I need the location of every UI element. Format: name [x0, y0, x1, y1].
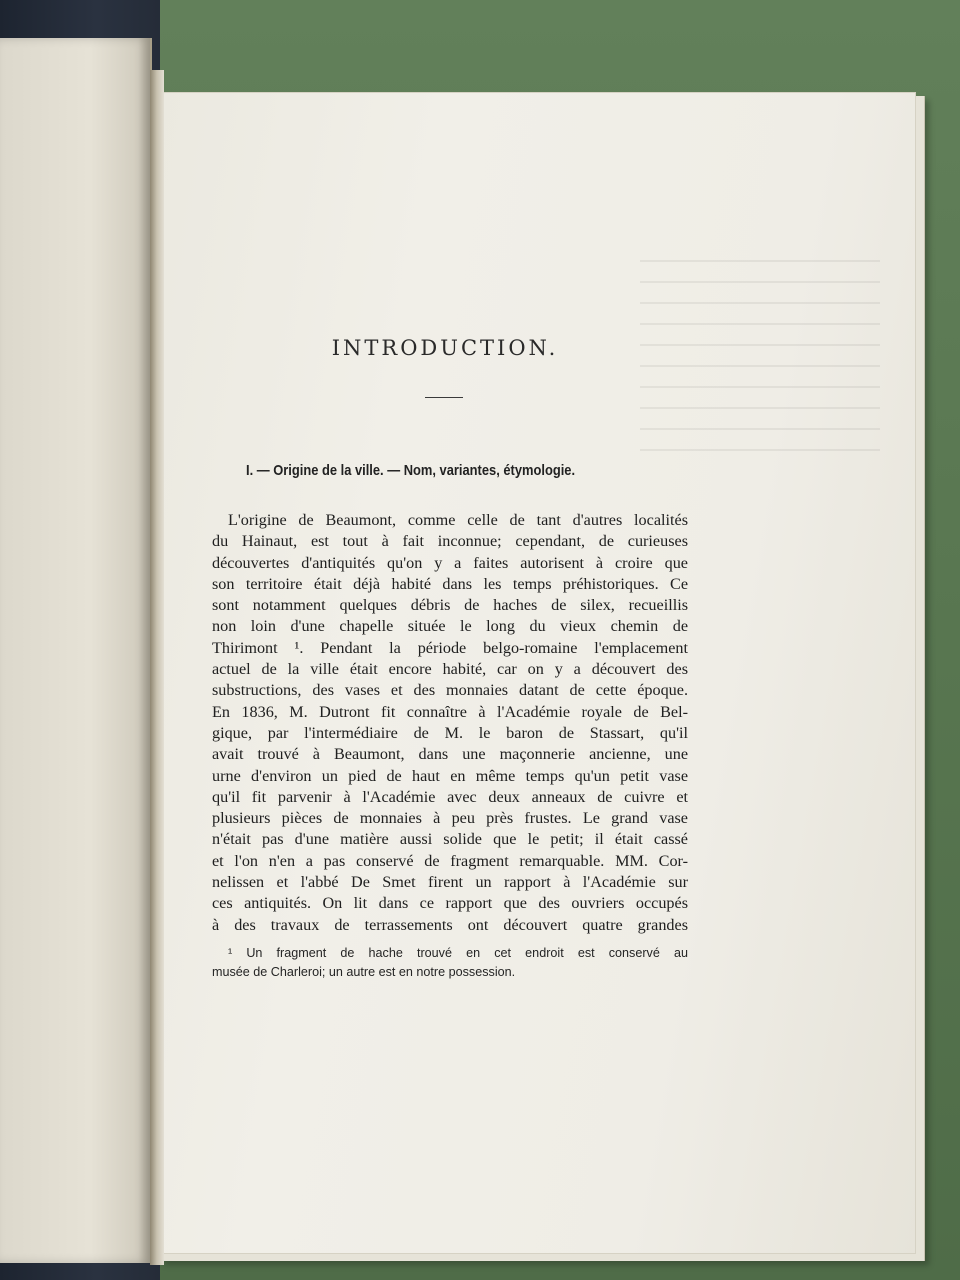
body-line: sont notamment quelques débris de haches de silex, recueillis: [212, 596, 688, 615]
title-rule: [425, 397, 463, 398]
body-line: avait trouvé à Beaumont, dans une maçonnerie ancienne, une: [212, 745, 688, 764]
body-line: qu'il fit parvenir à l'Académie avec deux anneaux de cuivre et: [212, 787, 688, 806]
body-line: à des travaux de terrassements ont découvert quatre grandes: [212, 915, 688, 934]
body-line: son territoire était déjà habité dans les temps préhistoriques. Ce: [212, 574, 688, 593]
body-line: nelissen et l'abbé De Smet firent un rapport à l'Académie sur: [212, 873, 688, 892]
body-line: L'origine de Beaumont, comme celle de tant d'autres localités: [228, 511, 688, 529]
book-gutter: [150, 70, 164, 1265]
body-line: Thirimont ¹. Pendant la période belgo-romaine l'emplacement: [212, 638, 688, 657]
body-line: découvertes d'antiquités qu'on y a faites autorisent à croire que: [212, 553, 688, 572]
body-line: plusieurs pièces de monnaies à peu près frustes. Le grand vase: [212, 809, 688, 828]
body-text: [212, 510, 688, 936]
body-line: En 1836, M. Dutront fit connaître à l'Académie royale de Bel-: [212, 702, 688, 721]
show-through-text: [640, 260, 880, 460]
body-line: actuel de la ville était encore habité, car on y a découvert des: [212, 660, 688, 679]
footnote-line: musée de Charleroi; un autre est en notre possession.: [212, 965, 516, 979]
chapter-title: INTRODUCTION.: [331, 336, 559, 360]
section-heading: I. — Origine de la ville. — Nom, variantes, étymologie.: [246, 462, 576, 479]
body-line: n'était pas d'une matière aussi solide que le petit; il était cassé: [212, 830, 688, 849]
footnote-line: ¹ Un fragment de hache trouvé en cet endroit est conservé au: [228, 946, 688, 960]
body-line: urne d'environ un pied de haut en même temps qu'un petit vase: [212, 766, 688, 785]
body-line: ces antiquités. On lit dans ce rapport que des ouvriers occupés: [212, 894, 688, 913]
footnote: [212, 944, 688, 982]
body-line: et l'on n'en a pas conservé de fragment remarquable. MM. Cor-: [212, 851, 688, 870]
body-line: gique, par l'intermédiaire de M. le baron de Stassart, qu'il: [212, 723, 688, 742]
body-line: substructions, des vases et des monnaies datant de cette époque.: [212, 681, 688, 700]
body-line: du Hainaut, est tout à fait inconnue; cependant, de curieuses: [212, 532, 688, 551]
body-line: non loin d'une chapelle située le long du vieux chemin de: [212, 617, 688, 636]
left-blank-page: [0, 38, 152, 1263]
